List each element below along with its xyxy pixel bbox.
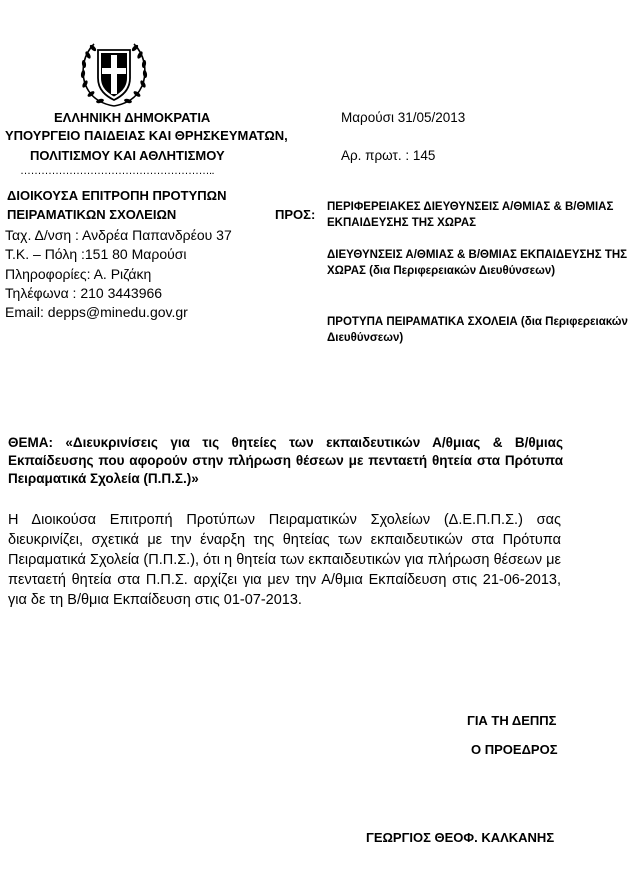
sender-phone: Τηλέφωνα : 210 3443966 [5,285,163,301]
header-ministry-name-cont: ΠΟΛΙΤΙΣΜΟΥ ΚΑΙ ΑΘΛΗΤΙΣΜΟΥ [30,148,225,163]
sender-email: Email: depps@minedu.gov.gr [5,304,188,320]
document-date: Μαρούσι 31/05/2013 [341,110,466,125]
document-subject: ΘΕΜΑ: «Διευκρινίσεις για τις θητείες των εκπαιδευτικών Α/θμιας & Β/θμιας Εκπαίδευσης που αφορούν στην πλήρωση θέσεων με πενταετή θητεία στα Πρότυπα Πειραματικά Σχολεία (Π.Π.Σ.)» [8,435,563,486]
header-state-name: ΕΛΛΗΝΙΚΗ ΔΗΜΟΚΡΑΤΙΑ [54,110,211,125]
sender-name-line1: ΔΙΟΙΚΟΥΣΑ ΕΠΙΤΡΟΠΗ ΠΡΟΤΥΠΩΝ [7,188,227,203]
sender-address: Ταχ. Δ/νση : Ανδρέα Παπανδρέου 37 [5,227,232,243]
greek-coat-of-arms-emblem [76,40,152,110]
header-dotted-line: ……………………………………………….. [20,165,215,177]
sender-city: Τ.Κ. – Πόλη :151 80 Μαρούσι [5,246,187,262]
document-body: Η Διοικούσα Επιτροπή Προτύπων Πειραματικών Σχολείων (Δ.Ε.Π.Π.Σ.) σας διευκρινίζει, σχετικά με την έναρξη της θητείας των εκπαιδευτικών στα Πρότυπα Πειραματικά Σχολεία (Π.Π.Σ.), ότι η θητεία των εκπαιδευτικών για πλήρωση θέσεων με πενταετή θητεία στα Π.Π.Σ. αρχίζει για μεν την Α/θμια Εκπαίδευση στις 21-06-2013, για δε τη Β/θμια Εκπαίδευση στις 01-07-2013. [8,512,561,608]
header-ministry-name: ΥΠΟΥΡΓΕΙΟ ΠΑΙΔΕΙΑΣ ΚΑΙ ΘΡΗΣΚΕΥΜΑΤΩΝ, [5,128,288,143]
recipient-regional-directorates: ΠΕΡΙΦΕΡΕΙΑΚΕΣ ΔΙΕΥΘΥΝΣΕΙΣ Α/ΘΜΙΑΣ & Β/ΘΜΙΑΣ ΕΚΠΑΙΔΕΥΣΗΣ ΤΗΣ ΧΩΡΑΣ [327,201,614,229]
sender-name-line2: ΠΕΙΡΑΜΑΤΙΚΩΝ ΣΧΟΛΕΙΩΝ [7,207,177,222]
signature-title: Ο ΠΡΟΕΔΡΟΣ [471,742,558,757]
signature-for: ΓΙΑ ΤΗ ΔΕΠΠΣ [467,713,557,728]
protocol-number: Αρ. πρωτ. : 145 [341,148,436,163]
recipient-directorates: ΔΙΕΥΘΥΝΣΕΙΣ Α/ΘΜΙΑΣ & Β/ΘΜΙΑΣ ΕΚΠΑΙΔΕΥΣΗΣ ΤΗΣ ΧΩΡΑΣ (δια Περιφερειακών Διευθύνσεων) [327,249,628,277]
sender-contact-person: Πληροφορίες: Α. Ριζάκη [5,266,152,282]
recipient-model-schools: ΠΡΟΤΥΠΑ ΠΕΙΡΑΜΑΤΙΚΑ ΣΧΟΛΕΙΑ (δια Περιφερειακών Διευθύνσεων) [327,316,628,344]
recipients-label: ΠΡΟΣ: [275,207,316,222]
signatory-name: ΓΕΩΡΓΙΟΣ ΘΕΟΦ. ΚΑΛΚΑΝΗΣ [366,830,555,845]
